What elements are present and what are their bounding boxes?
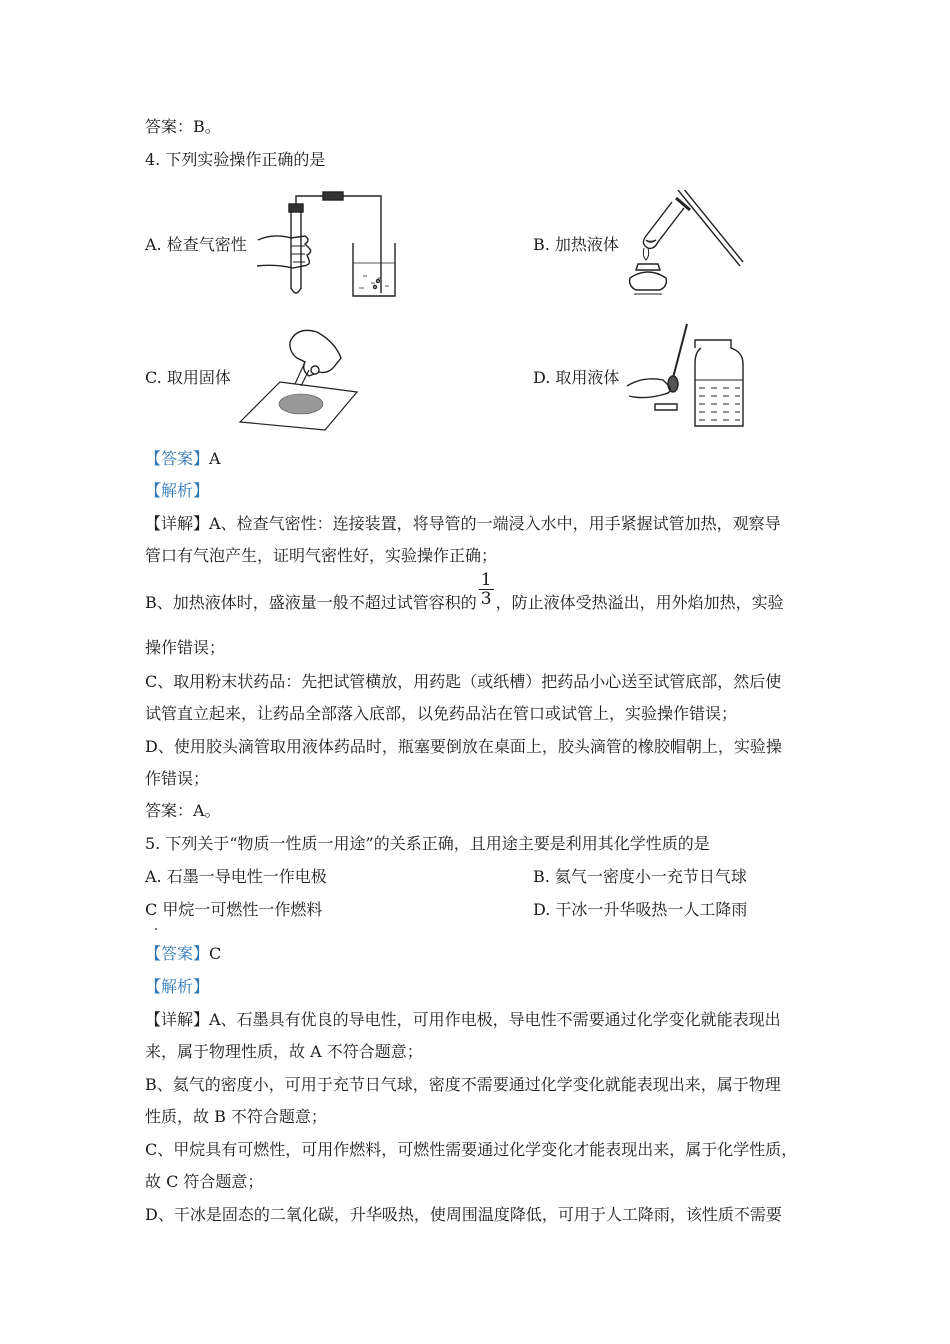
q4-stem: 4. 下列实验操作正确的是	[145, 150, 326, 169]
q5-detail-line-6: 故 C 符合题意；	[145, 1172, 264, 1191]
q4-detail-line-5: C、取用粉末状药品：先把试管横放，用药匙（或纸槽）把药品小心送至试管底部，然后使	[145, 672, 782, 691]
answer-tag: 【答案】	[145, 944, 210, 963]
detail-tag: 【详解】	[145, 514, 210, 533]
q4-answer	[145, 449, 815, 469]
q5-detail-line-1: 【详解】A、石墨具有优良的导电性，可用作电极，导电性不需要通过化学变化就能表现出	[145, 1010, 781, 1029]
q5-detail-line-7: D、干冰是固态的二氧化碳，升华吸热，使周围温度降低，可用于人工降雨，该性质不需要	[145, 1205, 782, 1224]
q4-detail-line-8: 作错误；	[145, 769, 210, 788]
q4-detail-line-3: B、加热液体时，盛液量一般不超过试管容积的 $\frac{1}{3}$ ，防止液体受热溢出，用外焰加热，实验	[145, 570, 784, 612]
q4-detail-line-1: 【详解】A、检查气密性：连接装置，将导管的一端浸入水中，用手紧握试管加热，观察导	[145, 514, 781, 533]
q4-analysis-tag: 【解析】	[145, 481, 210, 500]
q4-final-answer: 答案：A。	[145, 801, 221, 820]
q4-option-c: C. 取用固体	[145, 368, 231, 387]
heating-liquid-figure	[620, 190, 745, 305]
q5-option-b: B. 氦气一密度小一充节日气球	[533, 867, 747, 886]
q5-answer	[145, 944, 815, 964]
q4-option-d: D. 取用液体	[533, 368, 620, 387]
q5-stem: 5. 下列关于“物质一性质一用途”的关系正确，且用途主要是利用其化学性质的是	[145, 834, 710, 853]
q5-detail-line-5: C、甲烷具有可燃性，可用作燃料，可燃性需要通过化学变化才能表现出来，属于化学性质，	[145, 1140, 798, 1159]
answer-value: C	[209, 944, 222, 963]
q5-analysis-tag: 【解析】	[145, 977, 210, 996]
fraction-one-third: $\frac{1}{3}$	[480, 570, 492, 609]
q5-detail-line-2: 来，属于物理性质，故 A 不符合题意；	[145, 1042, 423, 1061]
q5-detail-line-3: B、氦气的密度小，可用于充节日气球，密度不需要通过化学变化就能表现出来，属于物理	[145, 1075, 781, 1094]
q5-detail-line-4: 性质，故 B 不符合题意；	[145, 1107, 327, 1126]
q4-option-b: B. 加热液体	[533, 235, 619, 254]
airtightness-check-figure	[253, 188, 403, 303]
detail-tag: 【详解】	[145, 1010, 210, 1029]
answer-value: A	[209, 449, 221, 468]
taking-solid-figure	[235, 322, 365, 432]
q4-detail-line-6: 试管直立起来，让药品全部落入底部，以免药品沾在管口或试管上，实验操作错误；	[145, 704, 738, 723]
previous-answer: 答案：B。	[145, 117, 221, 136]
taking-liquid-figure	[625, 318, 750, 430]
stray-dot	[155, 928, 157, 930]
q5-option-c: C 甲烷一可燃性一作燃料	[145, 900, 323, 919]
q4-detail-line-7: D、使用胶头滴管取用液体药品时，瓶塞要倒放在桌面上，胶头滴管的橡胶帽朝上，实验操	[145, 737, 782, 756]
q4-detail-line-2: 管口有气泡产生，证明气密性好，实验操作正确；	[145, 546, 498, 565]
q4-detail-line-4: 操作错误；	[145, 638, 226, 657]
q4-option-a: A. 检查气密性	[145, 235, 247, 254]
answer-tag: 【答案】	[145, 449, 210, 468]
q5-option-a: A. 石墨一导电性一作电极	[145, 867, 327, 886]
q5-option-d: D. 干冰一升华吸热一人工降雨	[533, 900, 748, 919]
